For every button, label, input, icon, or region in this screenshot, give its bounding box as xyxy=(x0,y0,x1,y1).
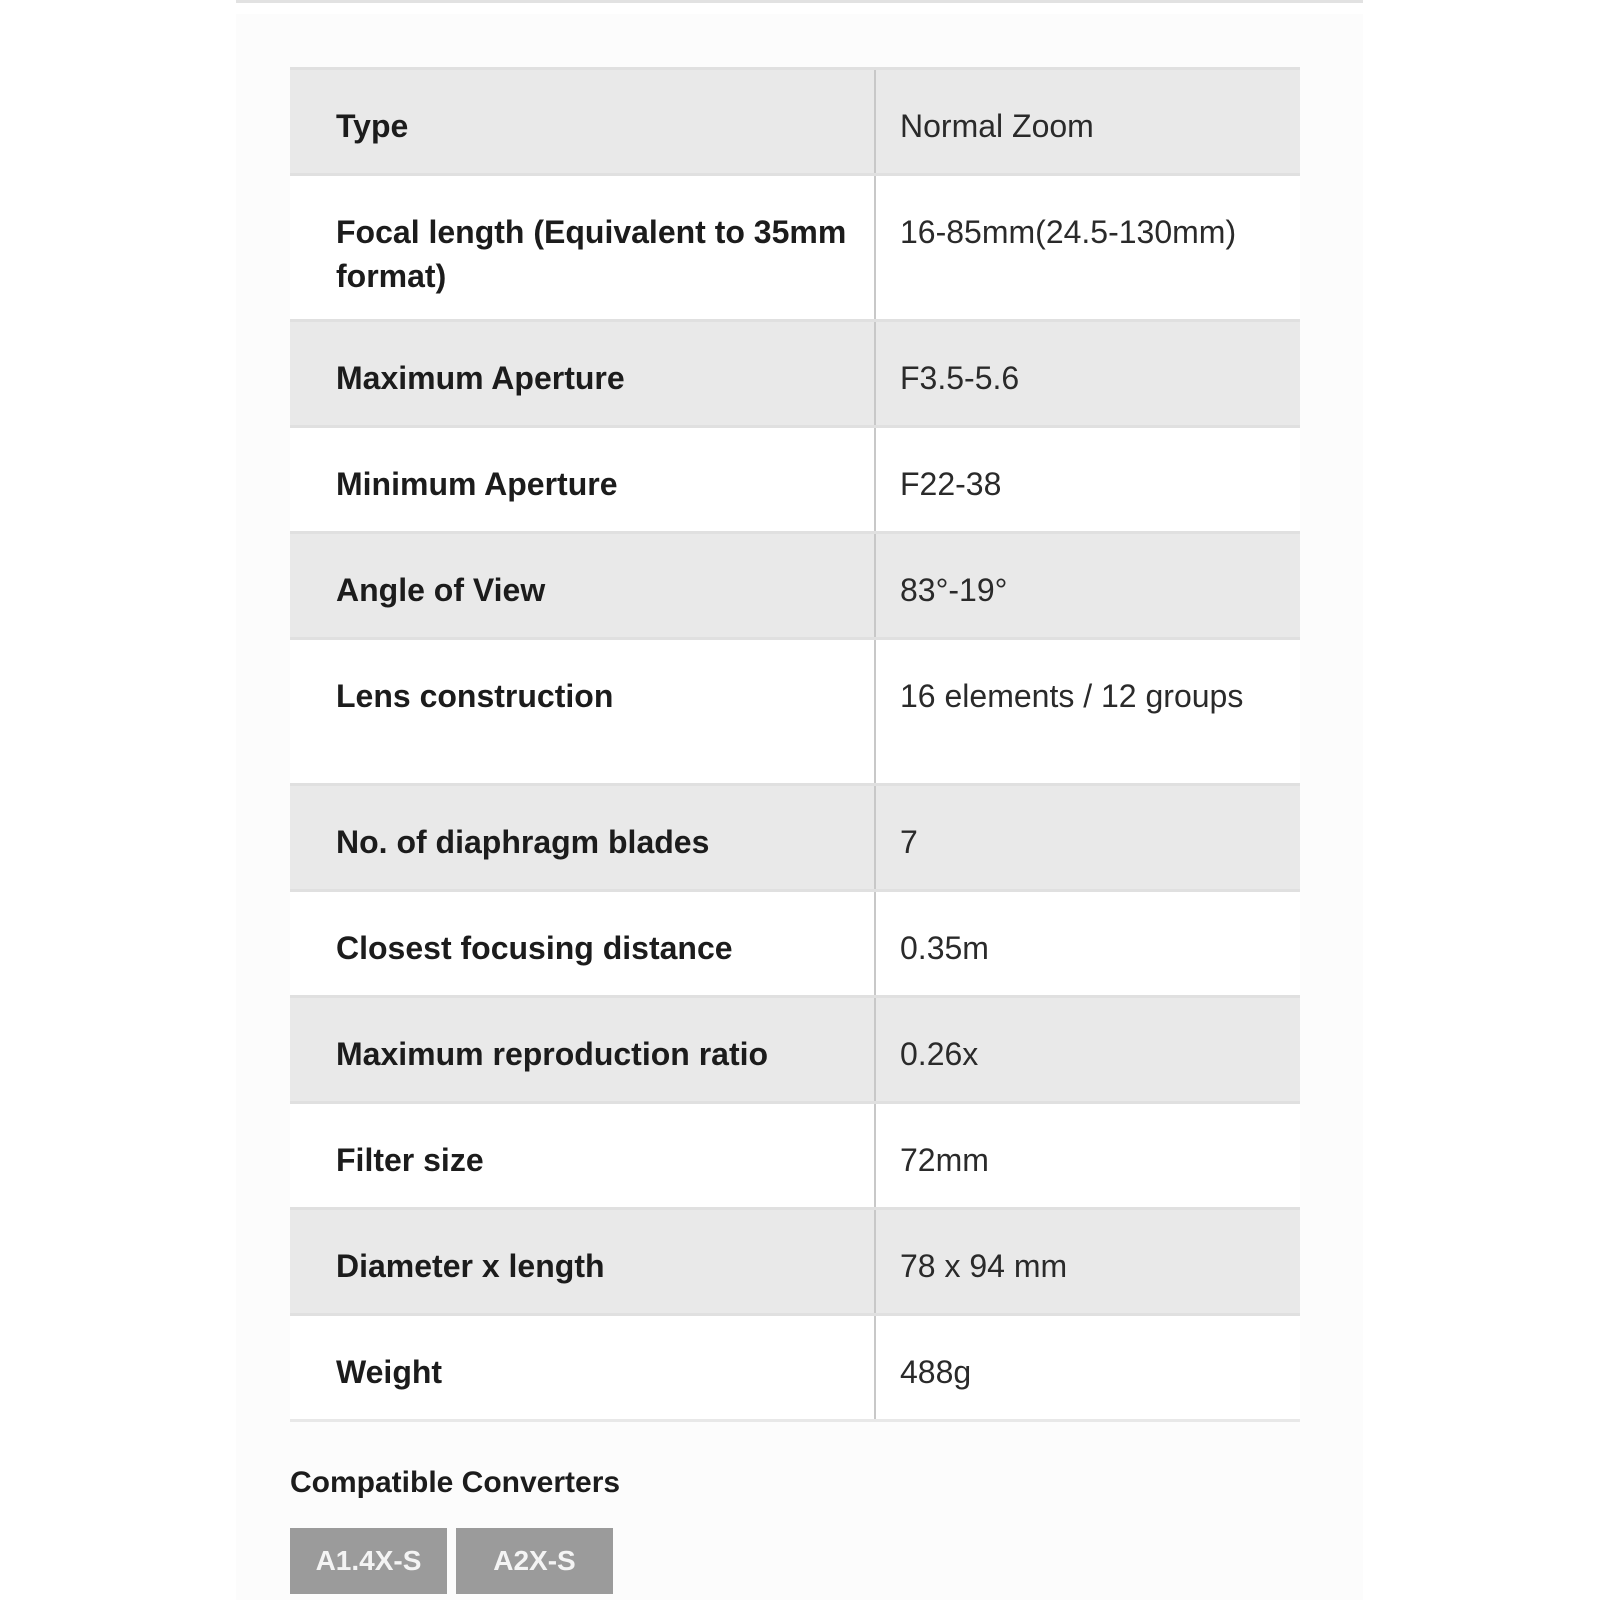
spec-label: No. of diaphragm blades xyxy=(290,785,875,891)
spec-value: 16-85mm(24.5-130mm) xyxy=(875,175,1300,321)
spec-value: 78 x 94 mm xyxy=(875,1209,1300,1315)
converter-button-a2x-s[interactable]: A2X-S xyxy=(456,1528,613,1594)
spec-label: Filter size xyxy=(290,1103,875,1209)
spec-value: F22-38 xyxy=(875,427,1300,533)
spec-value: 488g xyxy=(875,1315,1300,1421)
spec-row-weight xyxy=(290,1315,1300,1421)
spec-value: 0.35m xyxy=(875,891,1300,997)
compatible-converters-heading: Compatible Converters xyxy=(290,1466,621,1499)
spec-label: Diameter x length xyxy=(290,1209,875,1315)
spec-row-focal-length xyxy=(290,175,1300,321)
spec-row-min-aperture xyxy=(290,427,1300,533)
spec-label: Lens construction xyxy=(290,639,875,785)
spec-row-filter-size xyxy=(290,1103,1300,1209)
spec-value: F3.5-5.6 xyxy=(875,321,1300,427)
spec-row-dimensions xyxy=(290,1209,1300,1315)
spec-row-closest-focus xyxy=(290,891,1300,997)
spec-value: 7 xyxy=(875,785,1300,891)
spec-value: Normal Zoom xyxy=(875,69,1300,175)
converter-button-a1-4x-s[interactable]: A1.4X-S xyxy=(290,1528,447,1594)
spec-row-angle-of-view xyxy=(290,533,1300,639)
spec-value: 83°-19° xyxy=(875,533,1300,639)
spec-value: 72mm xyxy=(875,1103,1300,1209)
spec-value: 16 elements / 12 groups xyxy=(875,639,1300,785)
spec-row-type xyxy=(290,69,1300,175)
spec-row-diaphragm-blades xyxy=(290,785,1300,891)
spec-table xyxy=(290,67,1300,1422)
spec-row-lens-construction xyxy=(290,639,1300,785)
spec-label: Type xyxy=(290,69,875,175)
spec-label: Maximum Aperture xyxy=(290,321,875,427)
spec-label: Minimum Aperture xyxy=(290,427,875,533)
spec-row-reproduction-ratio xyxy=(290,997,1300,1103)
top-divider xyxy=(236,0,1363,3)
spec-value: 0.26x xyxy=(875,997,1300,1103)
spec-label: Weight xyxy=(290,1315,875,1421)
spec-row-max-aperture xyxy=(290,321,1300,427)
spec-label: Closest focusing distance xyxy=(290,891,875,997)
spec-label: Maximum reproduction ratio xyxy=(290,997,875,1103)
spec-label: Focal length (Equivalent to 35mm format) xyxy=(290,175,875,321)
spec-label: Angle of View xyxy=(290,533,875,639)
